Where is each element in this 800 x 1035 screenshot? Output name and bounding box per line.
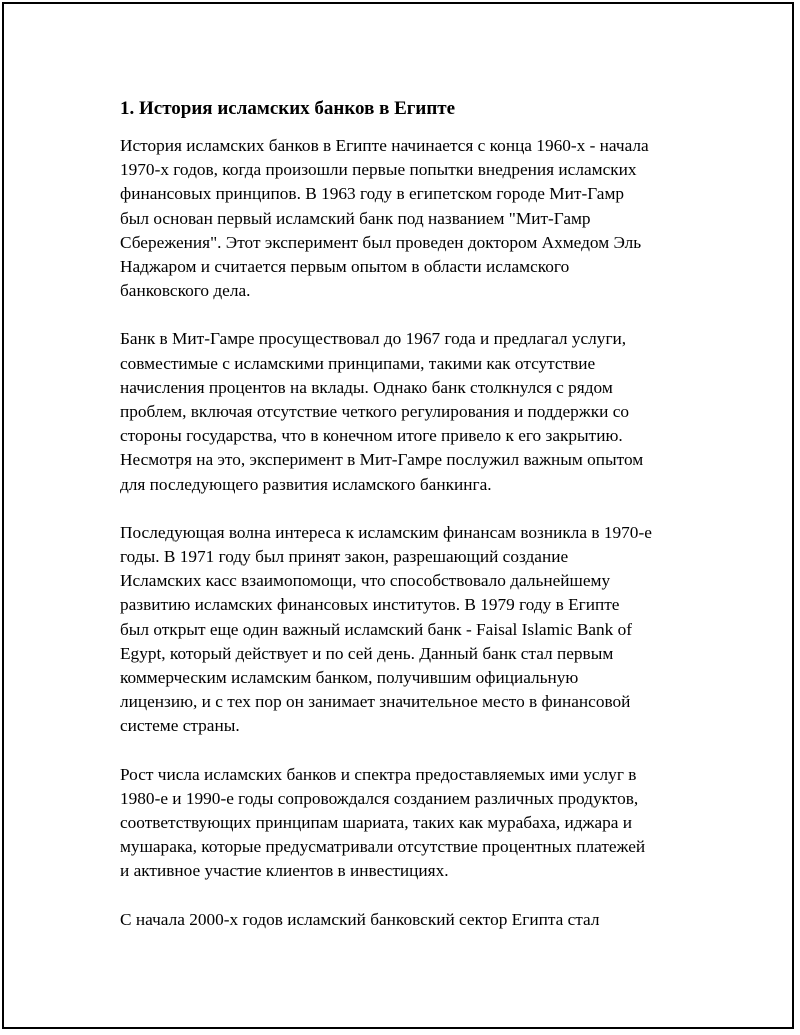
- text-line: С начала 2000-х годов исламский банковский сектор Египта стал: [120, 909, 600, 929]
- text-line: лицензию, и с тех пор он занимает значительное место в финансовой: [120, 692, 631, 712]
- text-line: начисления процентов на вклады. Однако банк столкнулся с рядом: [120, 377, 613, 397]
- text-line: мушарака, которые предусматривали отсутствие процентных платежей: [120, 837, 646, 857]
- text-line: Egypt, который действует и по сей день. Данный банк стал первым: [120, 643, 614, 663]
- text-line: Банк в Мит-Гамре просуществовал до 1967 года и предлагал услуги,: [120, 329, 627, 349]
- text-line: и активное участие клиентов в инвестициях.: [120, 861, 449, 881]
- text-line: Сбережения". Этот эксперимент был проведен доктором Ахмедом Эль: [120, 232, 642, 252]
- text-line: развитию исламских финансовых институтов. В 1979 году в Египте: [120, 595, 620, 615]
- text-line: финансовых принципов. В 1963 году в египетском городе Мит-Гамр: [120, 184, 625, 204]
- text-line: 1970-х годов, когда произошли первые попытки внедрения исламских: [120, 160, 637, 180]
- paragraph-4: [120, 763, 720, 884]
- text-line: Последующая волна интереса к исламским финансам возникла в 1970-е: [120, 522, 652, 542]
- document-content: [120, 96, 720, 956]
- text-line: стороны государства, что в конечном итоге привело к его закрытию.: [120, 426, 623, 446]
- document-page: [2, 2, 794, 1029]
- text-line: для последующего развития исламского банкинга.: [120, 474, 492, 494]
- text-line: годы. В 1971 году был принят закон, разрешающий создание: [120, 547, 569, 567]
- text-line: был основан первый исламский банк под названием "Мит-Гамр: [120, 208, 591, 228]
- text-line: соответствующих принципам шариата, таких как мурабаха, иджара и: [120, 813, 633, 833]
- text-line: История исламских банков в Египте начинается с конца 1960-х - начала: [120, 136, 649, 155]
- section-title: 1. История исламских банков в Египте: [120, 98, 456, 119]
- paragraph-2: [120, 327, 720, 496]
- paragraph-3: [120, 521, 720, 739]
- text-line: Несмотря на это, эксперимент в Мит-Гамре послужил важным опытом: [120, 450, 644, 470]
- text-line: коммерческим исламским банком, получившим официальную: [120, 668, 579, 688]
- text-line: был открыт еще один важный исламский банк - Faisal Islamic Bank of: [120, 619, 633, 639]
- text-line: системе страны.: [120, 716, 240, 736]
- text-line: проблем, включая отсутствие четкого регулирования и поддержки со: [120, 402, 630, 422]
- text-line: Исламских касс взаимопомощи, что способствовало дальнейшему: [120, 571, 611, 591]
- text-line: совместимые с исламскими принципами, такими как отсутствие: [120, 353, 596, 373]
- text-line: Наджаром и считается первым опытом в области исламского: [120, 257, 570, 277]
- paragraph-5: [120, 908, 720, 932]
- text-line: Рост числа исламских банков и спектра предоставляемых ими услуг в: [120, 764, 637, 784]
- paragraph-1: [120, 134, 720, 303]
- text-line: банковского дела.: [120, 281, 251, 301]
- text-line: 1980-е и 1990-е годы сопровождался созданием различных продуктов,: [120, 788, 639, 808]
